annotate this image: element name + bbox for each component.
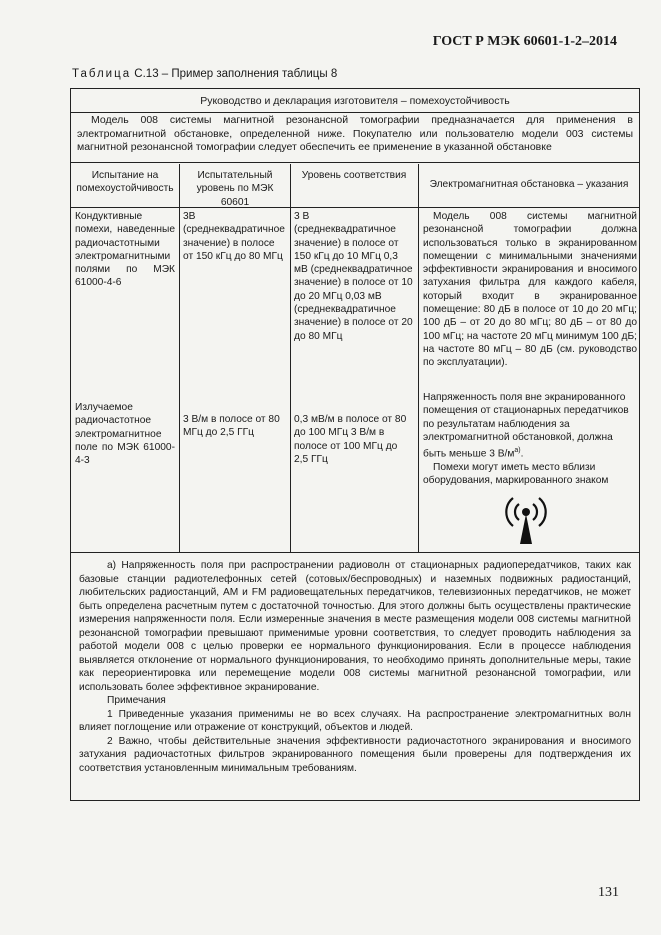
note-2: 2 Важно, чтобы действительные значения эффективности радиочастотного экранирования и вносимого затухания радиочастотных фильтров экранированного помещения были проверены для подтверждения их соответствия установленным минимальным требованиям. bbox=[79, 735, 631, 774]
table-title: Руководство и декларация изготовителя – помехоустойчивость bbox=[200, 95, 510, 107]
row2-guidance bbox=[423, 391, 637, 487]
column-header-compliance: Уровень соответствия bbox=[301, 170, 407, 181]
table-caption bbox=[72, 68, 337, 80]
note-1: 1 Приведенные указания применимы не во всех случаях. На распространение электромагнитных волн влияет поглощение или отражение от конструкций, объектов и людей. bbox=[79, 708, 631, 733]
table-notes bbox=[79, 559, 631, 775]
page-number: 131 bbox=[598, 885, 619, 900]
row2-test: Излучаемое радиочастотное электромагнитное поле по МЭК 61000-4-3 bbox=[75, 402, 175, 467]
immunity-table bbox=[70, 88, 640, 801]
notes-title: Примечания bbox=[107, 695, 166, 706]
footnote-a: a) Напряженность поля при распространении радиоволн от стационарных радиопередатчиков, таких как базовые станции радиотелефонных сетей (сотовых/беспроводных) и наземных подвижных радиостанций, любительских радиостанций, АМ и FM радиовещательных передатчиков, телевизионных передатчиков, не может быть определена расчетным путем с достаточной точностью. Для этого должны быть осуществлены практические измерения напряженности поля. Если измеренные значения в месте размещения модели 008 системы магнитной резонансной томографии превышают применимые уровни соответствия, то следует проводить наблюдения за работой модели 008 с целью проверки ее нормального функционирования. Если в процессе наблюдения выявляется отклонение от нормального функционирования, то необходимо принять дополнительные меры, такие как переориентировка или перемещение модели 008 системы магнитной резонансной томографии, или использовать более эффективное экранирование. bbox=[79, 560, 631, 693]
row1-compliance: 3 В (среднеквадратичное значение) в полосе от 150 кГц до 10 МГц 0,3 мВ (среднеквадратичное значение) в полосе от 10 до 20 МГц 0,03 мВ (среднеквадратичное значение) в полосе от 20 до 80 МГц bbox=[294, 211, 413, 342]
column-header-test-level: Испытательный уровень по МЭК 60601 bbox=[196, 170, 274, 208]
column-header-guidance: Электромагнитная обстановка – указания bbox=[429, 179, 629, 190]
caption-prefix: Таблица bbox=[72, 68, 132, 80]
caption-label: С.13 – Пример заполнения таблицы 8 bbox=[134, 68, 338, 80]
row1-test-level: 3В (среднеквадратичное значение) в полосе от 150 кГц до 80 МГц bbox=[183, 211, 285, 262]
radio-transmitter-icon bbox=[499, 492, 553, 550]
row1-test: Кондуктивные помехи, наведенные радиочастотными электромагнитными полями по МЭК 61000-4-6 bbox=[75, 211, 175, 289]
document-id: ГОСТ Р МЭК 60601-1-2–2014 bbox=[432, 34, 617, 49]
row1-guidance: Модель 008 системы магнитной резонансной томографии должна использоваться только в экранированном помещении с минимальными значениями эффективности экранирования и вносимого затухания фильтра для каждого кабеля, который входит в экранированное помещение: 80 дБ в полосе от 10 до 20 мГц; 100 дБ – от 20 до 80 мГц; 80 дБ – от 80 до 100 мГц; на частоте 20 мГц минимум 100 дБ; на частоте 80 мГц – 80 дБ (см. руководство по эксплуатации). bbox=[423, 211, 637, 369]
row2-guidance-text-2: Помехи могут иметь место вблизи оборудования, маркированного знаком bbox=[423, 461, 609, 487]
row2-guidance-text-1: Напряженность поля вне экранированного помещения от стационарных передатчиков по результатам наблюдения за электромагнитной обстановкой, должна быть меньше 3 $В/м^{a)}$. bbox=[423, 392, 629, 460]
row2-test-level: 3 В/м в полосе от 80 МГц до 2,5 ГГц bbox=[183, 414, 280, 439]
column-header-test: Испытание на помехоустойчивость bbox=[76, 170, 174, 195]
row2-compliance: 0,3 мВ/м в полосе от 80 до 100 МГц 3 В/м в полосе от 100 МГц до 2,5 ГГц bbox=[294, 414, 407, 465]
table-intro: Модель 008 системы магнитной резонансной томографии предназначается для применения в электромагнитной обстановке, определенной ниже. Покупателю или пользователю модели 003 системы магнитной резонансной томографии следует обеспечить ее применение в указанной обстановке bbox=[77, 114, 633, 153]
